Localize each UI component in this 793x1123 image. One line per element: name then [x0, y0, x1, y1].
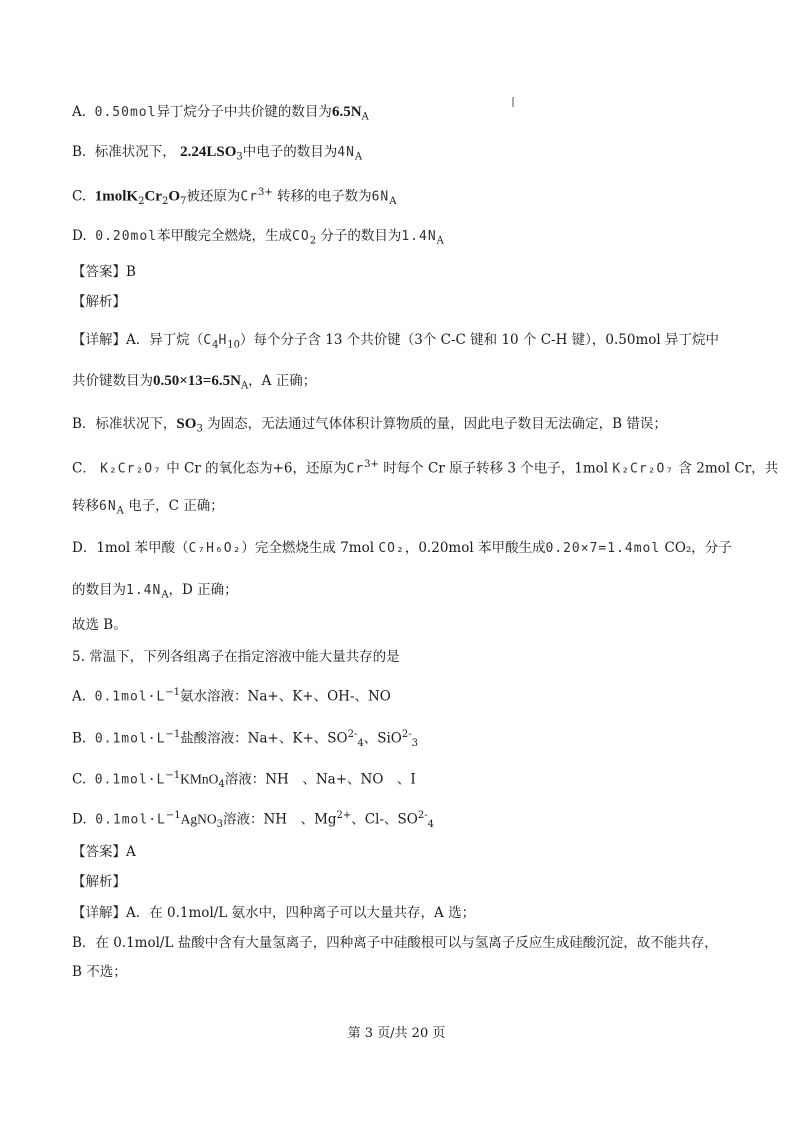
q5-answer: 【答案】A	[72, 844, 136, 860]
q5-option-d: D. $0.1mol\cdot L^{-1}AgNO_3$溶液：NH 、$Mg^{2+}$、Cl-、$SO^{2-}_4$	[72, 810, 434, 831]
q4-conclusion: 故选 B。	[72, 617, 127, 633]
scan-mark	[512, 97, 514, 107]
q5-stem: 5. 常温下，下列各组离子在指定溶液中能大量共存的是	[72, 649, 400, 665]
q5-detail-line-2: B．在 0.1mol/L 盐酸中含有大量氢离子，四种离子中硅酸根可以与氢离子反应生成硅酸沉淀，故不能共存，	[72, 935, 718, 951]
q4-option-d: D. 0.20mol苯甲酸完全燃烧，生成$CO_2$ 分子的数目为$1.4N_A$	[72, 228, 444, 247]
q4-detail-line-6: D．1mol 苯甲酸（C₇H₆O₂）完全燃烧生成 7mol CO₂，0.20mol 苯甲酸生成0.20×7=1.4mol CO₂，分子	[72, 540, 732, 556]
q4-detail-line-4: C． K₂Cr₂O₇ 中 Cr 的氧化态为+6，还原为$Cr^{3+}$ 时每个 Cr 原子转移 3 个电子，1mol K₂Cr₂O₇ 含 2mol Cr，共	[72, 459, 779, 477]
q5-option-b: B. $0.1mol\cdot L^{-1}$盐酸溶液：Na+、K+、$SO^{2-}_4$、SiO$^{2-}_3$	[72, 729, 418, 750]
q4-option-c: C. $1molK_2Cr_2O_7$被还原为$Cr^{3+}$ 转移的电子数为$6N_A$	[72, 187, 397, 208]
q4-option-a: A. 0.50mol异丁烷分子中共价键的数目为$6.5N_A$	[72, 104, 369, 123]
q5-option-c: C. $0.1mol\cdot L^{-1}KMnO_4$溶液：NH 、Na+、NO 、I	[72, 770, 416, 791]
q4-detail-line-2: 共价键数目为$0.50\times 13=6.5N_A$，A 正确；	[72, 373, 317, 392]
q5-option-a: A. $0.1mol\cdot L^{-1}$氨水溶液：Na+、K+、OH-、NO	[72, 687, 391, 705]
q5-detail-line-1: 【详解】A．在 0.1mol/L 氨水中，四种离子可以大量共存，A 选；	[72, 905, 476, 921]
q4-option-b: B. 标准状况下， $2.24LSO_3$中电子的数目为$4N_A$	[72, 144, 363, 163]
q4-analysis-heading: 【解析】	[72, 294, 126, 310]
q4-detail-line-7: 的数目为$1.4N_A$，D 正确；	[72, 582, 238, 601]
q4-detail-line-3: B．标准状况下，$SO_3$ 为固态，无法通过气体体积计算物质的量，因此电子数目无法确定，B 错误；	[72, 416, 667, 435]
page-footer: 第 3 页/共 20 页	[347, 1026, 446, 1041]
q5-detail-line-3: B 不选；	[72, 964, 127, 980]
q4-answer: 【答案】B	[72, 264, 136, 280]
q5-analysis-heading: 【解析】	[72, 874, 126, 890]
q4-detail-line-1: 【详解】A．异丁烷$(C_4H_{10})$每个分子含 13 个共价键（3个 C-C 键和 10 个 C-H 键），0.50mol 异丁烷中	[72, 332, 720, 351]
q4-detail-line-5: 转移$6N_A$ 电子，C 正确；	[72, 498, 224, 517]
